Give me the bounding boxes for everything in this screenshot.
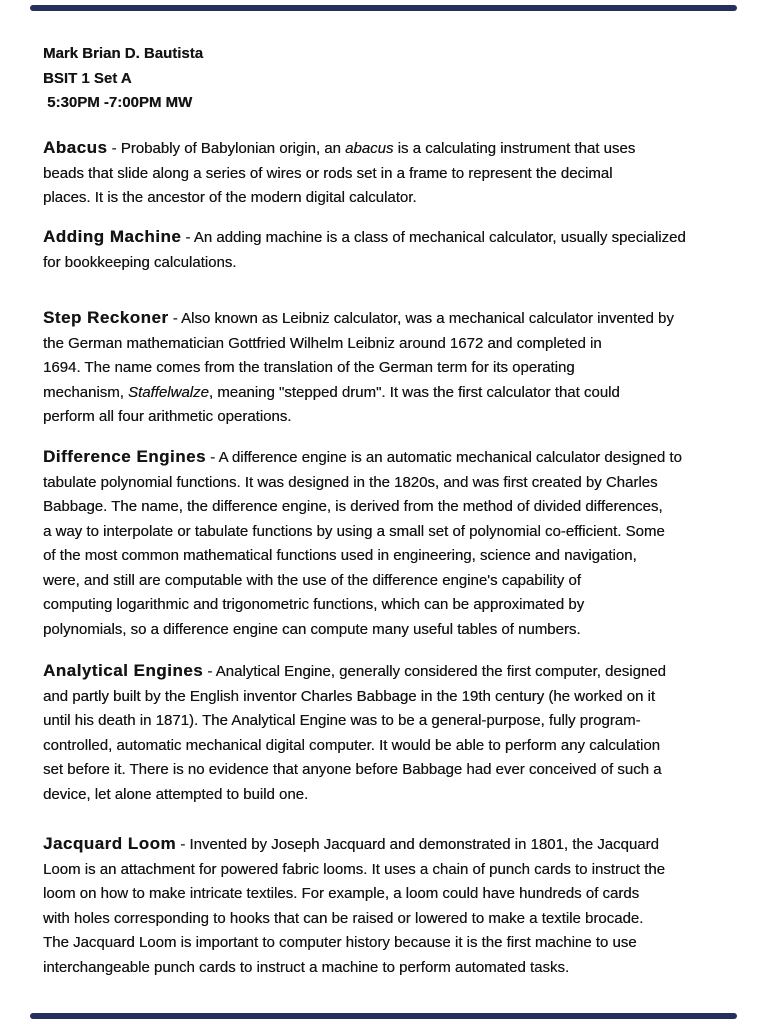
page-edge-top	[30, 5, 737, 11]
text-run: until his death in 1871). The Analytical Engine was to be a general-purpose, fully program-	[43, 712, 641, 729]
text-run: - Probably of Babylonian origin, an	[107, 140, 346, 157]
text-run: with holes corresponding to hooks that can be raised or lowered to make a textile brocade.	[43, 909, 644, 927]
text-run: Babbage. The name, the difference engine, is derived from the method of divided differences,	[43, 498, 663, 515]
text-run: loom on how to make intricate textiles. For example, a loom could have hundreds of cards	[43, 885, 640, 902]
text-run: mechanism,	[43, 383, 129, 401]
text-run: computing logarithmic and trigonometric functions, which can be approximated by	[43, 596, 585, 613]
text-run: is a calculating instrument that uses	[393, 140, 636, 157]
definition-paragraph	[43, 659, 758, 807]
text-run: Loom is an attachment for powered fabric looms. It uses a chain of punch cards to instruct the	[43, 860, 665, 878]
definition-paragraph	[43, 306, 758, 430]
term-heading: Step Reckoner	[43, 308, 169, 327]
text-run: The Jacquard Loom is important to computer history because it is the first machine to use	[43, 934, 637, 951]
definition-paragraph	[43, 225, 758, 275]
text-run: places. It is the ancestor of the modern digital calculator.	[43, 189, 417, 206]
text-run: - An adding machine is a class of mechanical calculator, usually specialized	[181, 229, 686, 246]
student-header	[43, 42, 743, 116]
text-run: of the most common mathematical functions used in engineering, science and navigation,	[43, 547, 637, 564]
text-run: and partly built by the English inventor Charles Babbage in the 19th century (he worked on it	[43, 687, 656, 705]
course-section: BSIT 1 Set A	[43, 69, 132, 87]
text-run: - Invented by Joseph Jacquard and demonstrated in 1801, the Jacquard	[176, 836, 659, 853]
text-run: were, and still are computable with the use of the difference engine's capability of	[43, 571, 581, 589]
term-heading: Adding Machine	[43, 227, 182, 246]
class-schedule: 5:30PM -7:00PM MW	[43, 94, 193, 111]
term-heading: Abacus	[43, 138, 108, 157]
text-run: Staffelwalze	[128, 383, 209, 401]
text-run: set before it. There is no evidence that anyone before Babbage had ever conceived of such a	[43, 761, 662, 778]
text-run: tabulate polynomial functions. It was designed in the 1820s, and was first created by Charles	[43, 473, 658, 491]
text-run: , meaning "stepped drum". It was the first calculator that could	[208, 383, 620, 401]
definition-paragraph	[43, 136, 758, 211]
student-name: Mark Brian D. Bautista	[43, 45, 204, 62]
text-run: polynomials, so a difference engine can compute many useful tables of numbers.	[43, 620, 581, 638]
term-heading: Difference Engines	[43, 447, 206, 466]
text-run: a way to interpolate or tabulate functions by using a small set of polynomial co-efficient. Some	[43, 522, 665, 540]
text-run: abacus	[345, 140, 394, 157]
term-heading: Analytical Engines	[43, 661, 204, 680]
definition-paragraph	[43, 832, 758, 980]
text-run: for bookkeeping calculations.	[43, 253, 237, 271]
text-run: perform all four arithmetic operations.	[43, 408, 292, 425]
text-run: - Analytical Engine, generally considered the first computer, designed	[203, 663, 666, 680]
page-edge-bottom	[30, 1013, 737, 1019]
text-run: - Also known as Leibniz calculator, was a mechanical calculator invented by	[168, 310, 674, 327]
text-run: 1694. The name comes from the translation of the German term for its operating	[43, 359, 575, 376]
text-run: interchangeable punch cards to instruct a machine to perform automated tasks.	[43, 958, 570, 976]
definition-paragraph	[43, 445, 758, 642]
text-run: beads that slide along a series of wires or rods set in a frame to represent the decimal	[43, 164, 613, 182]
text-run: the German mathematician Gottfried Wilhelm Leibniz around 1672 and completed in	[43, 334, 602, 352]
text-run: device, let alone attempted to build one.	[43, 785, 309, 803]
text-run: controlled, automatic mechanical digital computer. It would be able to perform any calculation	[43, 736, 660, 754]
term-heading: Jacquard Loom	[43, 834, 177, 853]
text-run: - A difference engine is an automatic mechanical calculator designed to	[206, 449, 682, 466]
